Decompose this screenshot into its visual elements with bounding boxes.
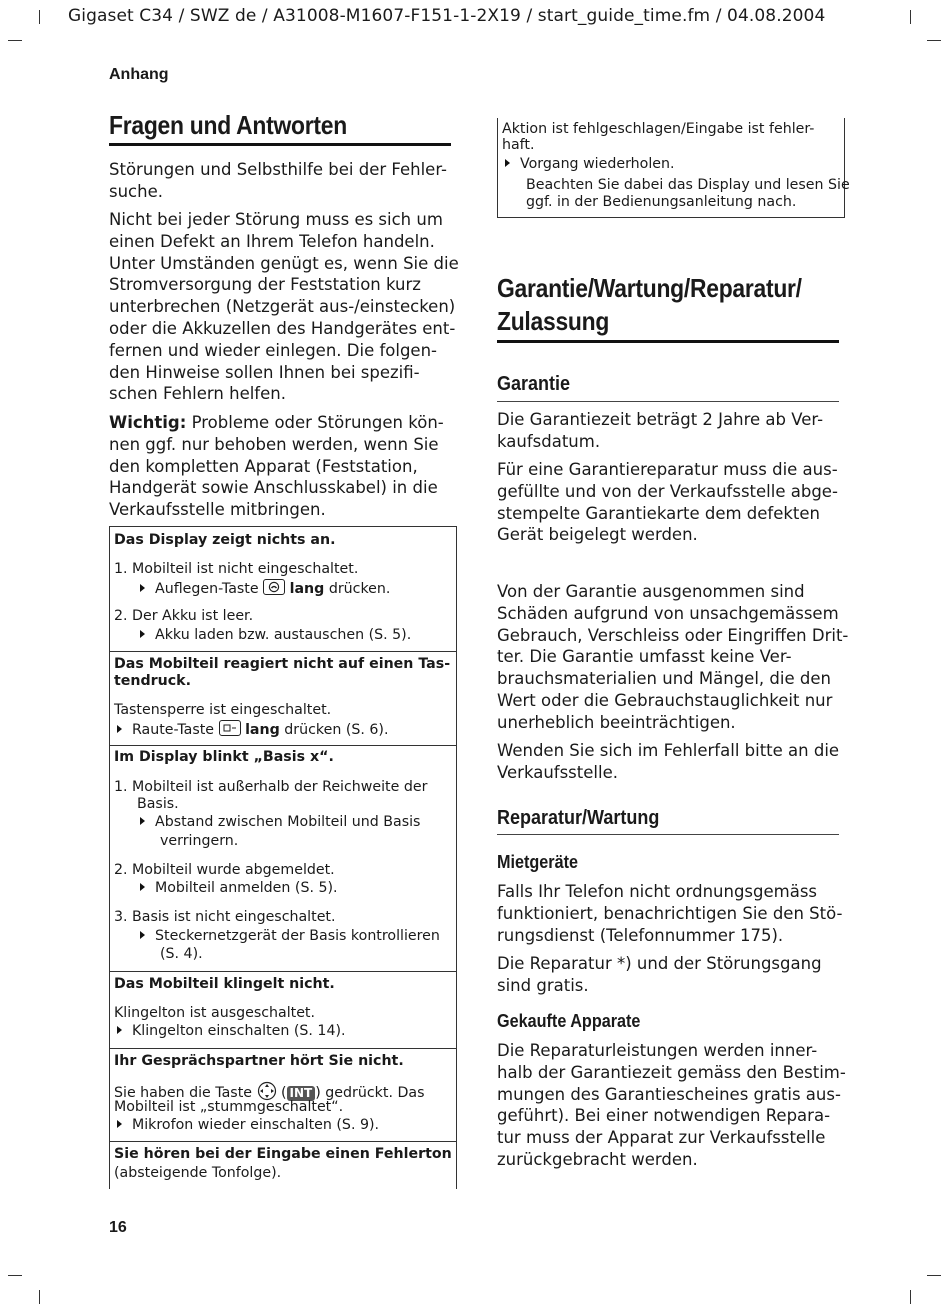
text-line: Von der Garantie ausgenommen sind [497,582,805,601]
action-item [140,814,420,832]
text-line: zurückgebracht werden. [497,1149,698,1169]
navigation-key-icon [257,1081,277,1101]
arrow-icon [140,817,145,825]
bold-word: lang [245,722,280,738]
text-line: Klingelton einschalten (S. 14). [132,1023,346,1039]
text-line: Störungen und Selbsthilfe bei der Fehler- [109,160,448,179]
text-line: nen ggf. nur behoben werden, wenn Sie [109,434,439,454]
action-item [140,928,440,946]
text-line: einen Defekt an Ihrem Telefon handeln. [109,231,435,251]
text-line: Nicht bei jeder Störung muss es sich um [109,210,443,229]
list-item: 1. Mobilteil ist nicht eingeschaltet. [114,561,359,577]
table-rule [109,651,457,652]
list-item: Sie haben die Taste ( INT ) gedrückt. Das [114,1081,424,1103]
paragraph [497,409,823,453]
list-item: Tastensperre ist eingeschaltet. [114,702,332,718]
paragraph [497,881,842,946]
text-line: Die Reparaturleistungen werden inner- [497,1041,818,1060]
arrow-icon [117,725,122,733]
text-line: Steckernetzgerät der Basis kontrollieren [155,928,440,944]
text-line: Mikrofon wieder einschalten (S. 9). [132,1117,380,1133]
text-line: Stromversorgung der Feststation kurz [109,275,421,295]
text-line: Abstand zwischen Mobilteil und Basis [155,814,421,830]
arrow-icon [140,931,145,939]
action-item [117,1023,346,1041]
text-line: halb der Garantiezeit gemäss den Bestim- [497,1062,846,1082]
text-line: drücken. [324,581,391,597]
list-item: 3. Basis ist nicht eingeschaltet. [114,909,336,925]
action-item [140,579,390,599]
text-line: Akku laden bzw. austauschen (S. 5). [155,627,412,643]
text-line: Auflegen-Taste [155,581,264,597]
bold-word: lang [289,581,325,597]
arrow-icon [117,1026,122,1034]
crop-mark [927,40,941,41]
crop-mark [927,1275,941,1276]
text-line: (S. 4). [160,946,203,962]
text-line: Sie haben die Taste [114,1085,257,1101]
important-label: Wichtig: [109,413,187,432]
text-line: Verkaufsstelle mitbringen. [109,500,326,520]
text-line: Die Reparatur *) und der Störungsgang [497,954,822,973]
text-line: Probleme oder Störungen kön- [186,413,444,432]
text-line: schen Fehlern helfen. [109,384,286,404]
text-line: kaufsdatum. [497,431,601,451]
table-row-heading: Im Display blinkt „Basis x“. [114,749,334,765]
text-line: brauchsmaterialien und Mängel, die den [497,669,831,689]
list-item: Aktion ist fehlgeschlagen/Eingabe ist fehler- [502,121,815,137]
hash-key-icon [219,720,241,736]
text-line: Schäden aufgrund von unsachgemässem [497,603,839,623]
text-line: Wenden Sie sich im Fehlerfall bitte an die [497,741,840,760]
heading-rule [497,834,839,835]
table-row-heading: Sie hören bei der Eingabe einen Fehlerton [114,1146,452,1162]
text-line: Die Garantiezeit beträgt 2 Jahre ab Ver- [497,410,824,429]
text-line: drücken (S. 6). [279,722,389,738]
action-item [505,156,675,174]
arrow-icon [140,630,145,638]
text-line: Verkaufsstelle. [497,762,618,782]
text-line: gefüllte und von der Verkaufsstelle abge- [497,481,838,501]
crop-mark [39,1290,40,1304]
text-line: suche. [109,181,163,201]
text-line: Beachten Sie dabei das Display und lesen Sie [526,177,850,193]
table-rule [109,526,457,527]
paragraph [497,1040,846,1171]
title-rule [109,143,451,146]
text-line: Mobilteil anmelden (S. 5). [155,880,338,896]
file-header: Gigaset C34 / SWZ de / A31008-M1607-F151-1-2X19 / start_guide_time.fm / 04.08.2004 [68,6,826,26]
crop-mark [8,1275,22,1276]
text-line: funktioniert, benachrichtigen Sie den Stö- [497,903,843,923]
list-item: 2. Der Akku ist leer. [114,608,254,624]
arrow-icon [117,1120,122,1128]
list-item: haft. [502,137,535,153]
section-title: Garantie/Wartung/Reparatur/ [497,273,802,303]
hang-up-key-icon [263,579,285,595]
action-item [117,1117,379,1135]
action-item [140,880,338,898]
table-row-heading: Das Mobilteil reagiert nicht auf einen Tas- [114,656,451,672]
int-key: INT [287,1086,316,1101]
list-item: 1. Mobilteil ist außerhalb der Reichweite der [114,779,428,795]
table-rule [109,971,457,972]
list-item: Mobilteil ist „stummgeschaltet“. [114,1099,344,1115]
table-row-heading: Das Mobilteil klingelt nicht. [114,976,335,992]
text-line: geführt). Bei einer notwendigen Repara- [497,1106,831,1126]
text-line: Falls Ihr Telefon nicht ordnungsgemäss [497,882,818,901]
table-row-heading: Ihr Gesprächspartner hört Sie nicht. [114,1053,404,1069]
arrow-icon [140,584,145,592]
minor-heading: Gekaufte Apparate [497,1011,641,1031]
text-line: Unter Umständen genügt es, wenn Sie die [109,253,459,273]
text-line: mungen des Garantiescheines gratis aus- [497,1084,841,1104]
text-line: Gebrauch, Verschleiss oder Eingriffen Drit- [497,625,849,645]
text-line: den kompletten Apparat (Feststation, [109,456,418,476]
page-title: Fragen und Antworten [109,110,347,140]
list-item: Basis. [137,796,179,812]
paragraph [497,581,848,734]
table-row-heading: Das Display zeigt nichts an. [114,532,336,548]
section-label: Anhang [109,66,169,83]
important-note [109,412,444,521]
paragraph [497,459,838,546]
text-line: Gerät beigelegt werden. [497,525,698,545]
text-line: Wert oder die Gebrauchstauglichkeit nur [497,690,833,710]
page-number: 16 [109,1219,127,1236]
text-line: unterbrechen (Netzgerät aus-/einstecken) [109,297,456,317]
crop-mark [910,10,911,24]
minor-heading: Mietgeräte [497,852,579,872]
list-item: (absteigende Tonfolge). [114,1165,282,1181]
table-rule [497,217,845,218]
text-line: gedrückt. Das [320,1085,425,1101]
text-line: ggf. in der Bedienungsanleitung nach. [526,194,797,210]
heading-rule [497,401,839,402]
title-rule [497,340,839,343]
text-line: fernen und wieder einlegen. Die folgen- [109,340,437,360]
text-line: ter. Die Garantie umfasst keine Ver- [497,647,792,667]
text-line: stempelte Garantiekarte dem defekten [497,503,821,523]
subsection-heading: Reparatur/Wartung [497,807,660,829]
arrow-icon [505,159,510,167]
table-rule [109,1048,457,1049]
arrow-icon [140,883,145,891]
text-line: den Hinweise sollen Ihnen bei spezifi- [109,362,420,382]
table-rule [109,1141,457,1142]
text-line: Vorgang wiederholen. [520,156,675,172]
text-line: tur muss der Apparat zur Verkaufsstelle [497,1128,826,1148]
text-line: unerheblich beeinträchtigen. [497,712,736,732]
text-line: verringern. [160,833,239,849]
paragraph [497,953,822,997]
text-line: rungsdienst (Telefonnummer 175). [497,925,784,945]
paragraph [497,740,839,784]
text-line: Raute-Taste [132,722,219,738]
text-line: Handgerät sowie Anschlusskabel) in die [109,478,438,498]
list-item: 2. Mobilteil wurde abgemeldet. [114,862,335,878]
text-line: Für eine Garantiereparatur muss die aus- [497,460,838,479]
text-line: oder die Akkuzellen des Handgerätes ent- [109,318,456,338]
explanation-paragraph [109,209,459,405]
subsection-heading: Garantie [497,373,571,395]
action-item [117,720,388,740]
table-rule [109,745,457,746]
crop-mark [8,40,22,41]
section-title: Zulassung [497,306,610,336]
intro-paragraph [109,159,447,203]
crop-mark [39,10,40,24]
list-item: Klingelton ist ausgeschaltet. [114,1005,316,1021]
crop-mark [910,1290,911,1304]
text-line: sind gratis. [497,975,589,995]
action-item [140,627,411,645]
table-row-heading: tendruck. [114,673,191,689]
